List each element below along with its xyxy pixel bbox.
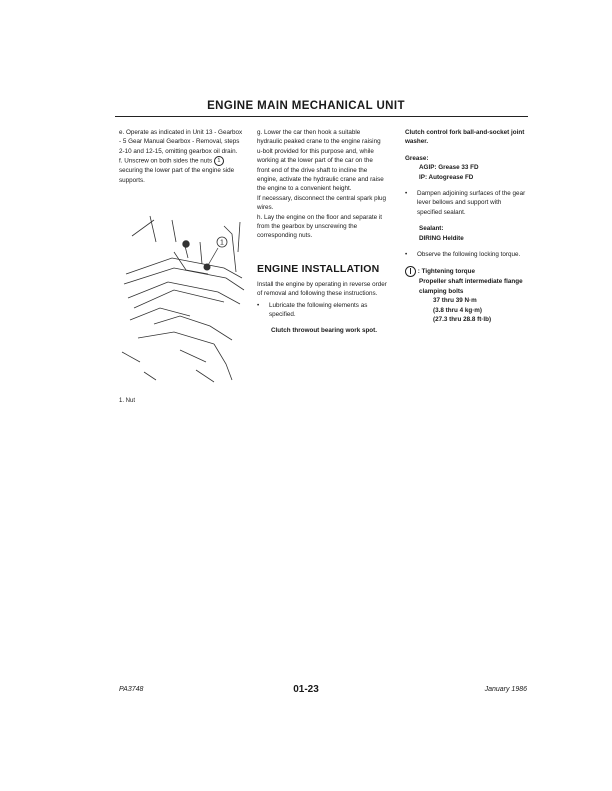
torque-value-kgm: (3.8 thru 4 kg·m) [433,306,482,314]
bullet-text: Observe the following locking torque. [417,251,521,259]
step-g-note: If necessary, disconnect the central spark plug wires. [257,194,387,212]
section-heading-engine-installation: ENGINE INSTALLATION [257,263,380,275]
footer-document-code: PA3748 [119,686,144,693]
nut-reference-marker: 1 [214,156,224,166]
installation-intro: Install the engine by operating in reverse order of removal and following these instructions. [257,281,387,298]
installation-section [257,280,387,335]
sealant-bullet [405,189,527,217]
torque-item: Propeller shaft intermediate flange clamping bolts [419,278,523,295]
torque-label: : Tightening torque [417,268,475,276]
grease-label: Grease: [405,154,429,162]
lubrication-item-1: Clutch throwout bearing work spot. [271,326,377,334]
torque-value-ftlb: (27.3 thru 28.8 ft·lb) [433,316,492,324]
lubrication-item-2: Clutch control fork ball-and-socket joint washer. [405,129,525,146]
torque-heading [405,266,527,277]
column-3 [405,128,527,325]
footer-page-number: 01-23 [293,684,319,695]
title-rule [115,116,528,117]
grease-spec-1: AGIP: Grease 33 FD [419,164,479,172]
bullet-text: Lubricate the following elements as specified. [269,301,368,319]
bullet-marker: • [257,301,260,309]
torque-wrench-icon [405,266,416,277]
page-title: ENGINE MAIN MECHANICAL UNIT [207,100,405,112]
bullet-text: Dampen adjoining surfaces of the gear lever bellows and support with specified sealant. [417,190,526,216]
footer-date: January 1986 [484,686,527,693]
column-2 [257,128,387,241]
step-f-text-2: securing the lower part of the engine side supports. [119,167,235,184]
grease-spec-2: IP: Autogrease FD [419,173,474,181]
step-f-text-1: f. Unscrew on both sides the nuts [119,157,213,165]
bullet-marker: • [405,190,408,198]
bullet-marker: • [405,251,408,259]
step-e-text: e. Operate as indicated in Unit 13 - Gearbox - 5 Gear Manual Gearbox - Removal, steps 2-10 and 12-15, omitting gearbox oil drain. [119,129,243,155]
sealant-spec: DIRING Heldite [419,234,464,242]
engine-support-nut-figure [114,212,250,390]
step-h-text: h. Lay the engine on the floor and separate it from the gearbox by unscrewing the corresponding nuts. [257,213,382,240]
column-1 [119,128,244,185]
step-f-text [119,156,244,185]
figure-callout-1: 1 [220,239,224,247]
figure-caption: 1. Nut [119,398,136,404]
torque-value-nm: 37 thru 39 N·m [433,297,477,305]
sealant-label: Sealant: [419,225,444,233]
torque-bullet [405,250,527,259]
installation-bullet-lubricate [257,301,387,320]
step-g-text: g. Lower the car then hook a suitable hydraulic peaked crane to the engine raising u-bolt provided for this purpose and, while working at the lower part of the car on the front end of the drive shaft to incline the engine, activate the hydraulic crane and raise the engine to a convenient height. [257,129,384,193]
